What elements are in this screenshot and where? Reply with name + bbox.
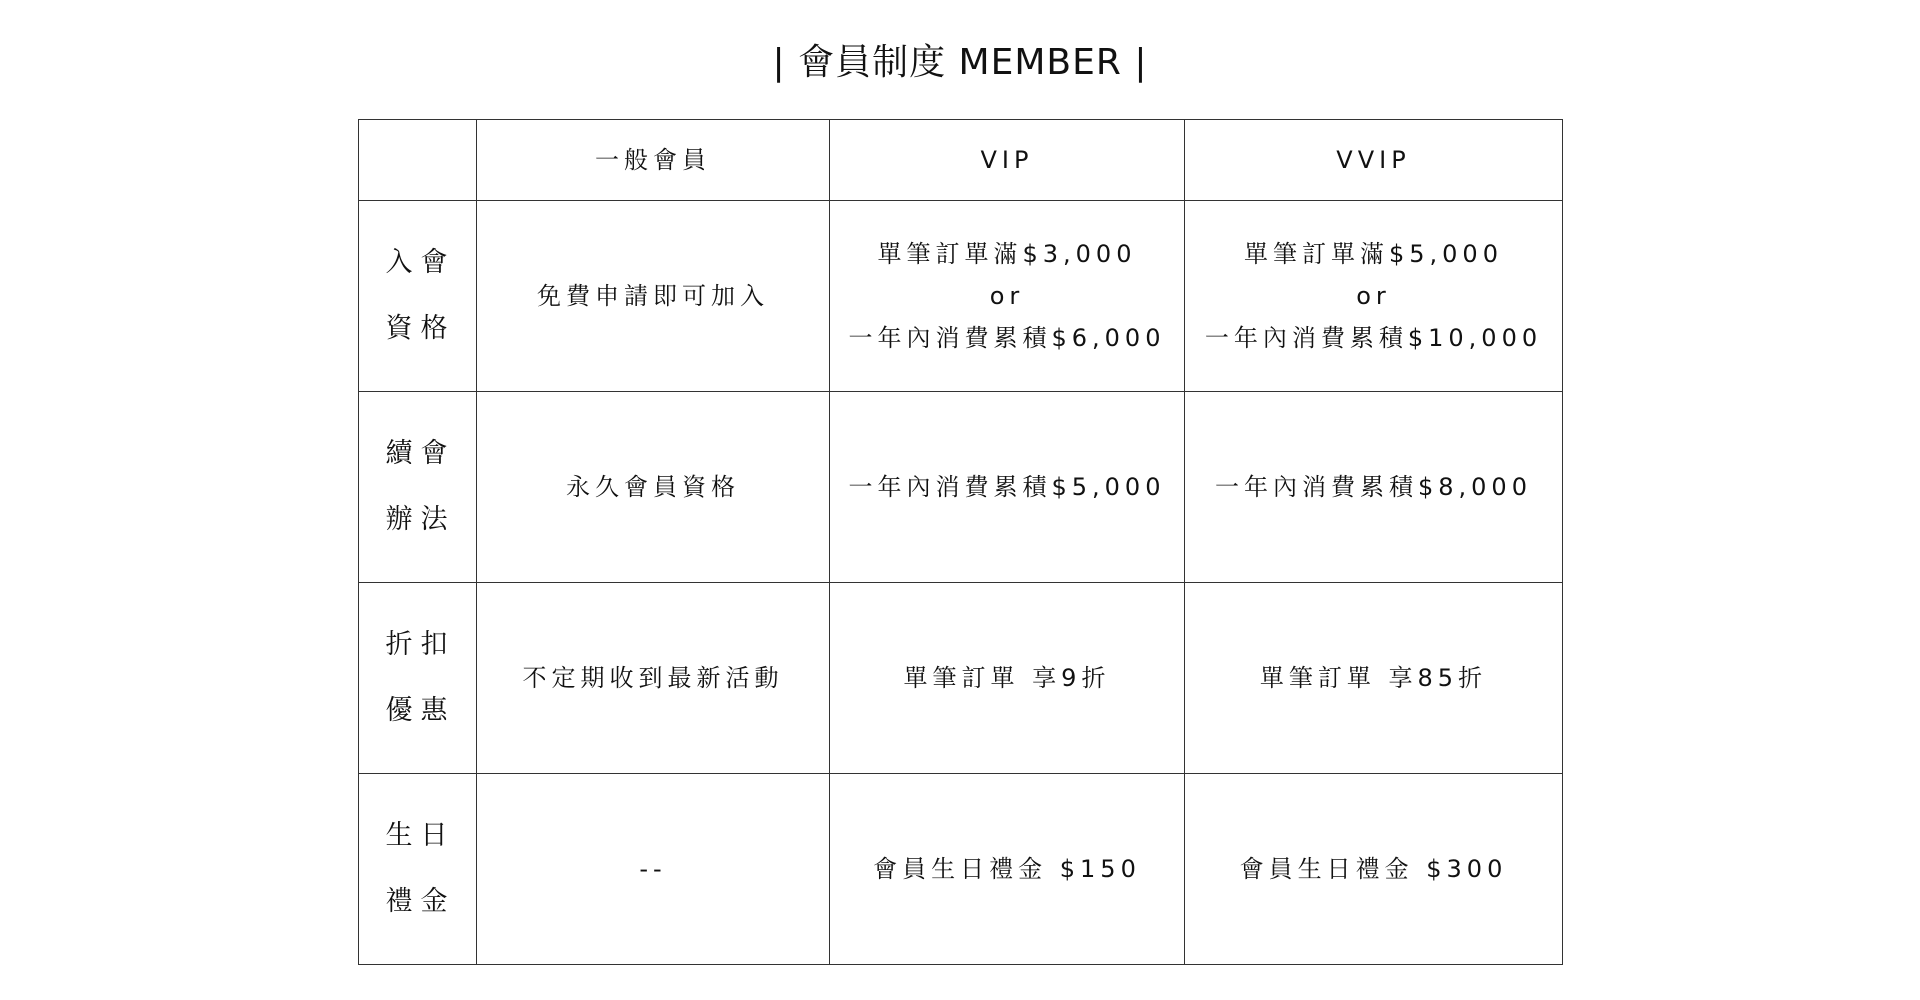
table-cell (1185, 774, 1563, 965)
row-label (359, 201, 477, 392)
row-label-line: 入會 (385, 247, 456, 278)
row-label-line: 禮金 (385, 886, 456, 917)
table-cell (1185, 201, 1563, 392)
row-label-line: 辦法 (385, 504, 456, 535)
table-cell (1185, 583, 1563, 774)
page-title: | 會員制度 MEMBER | (772, 42, 1148, 83)
header-vvip: VVIP (1185, 120, 1563, 201)
cell-text: 免費申請即可加入 (537, 282, 769, 310)
cell-text: -- (639, 855, 667, 883)
cell-text: 一年內消費累積$5,000 (848, 473, 1166, 501)
table-row-birthday-gift (359, 774, 1563, 965)
header-vip: VIP (830, 120, 1185, 201)
membership-table (358, 119, 1563, 965)
row-label-line: 優惠 (385, 695, 456, 726)
table-cell (1185, 392, 1563, 583)
cell-text: 會員生日禮金 $300 (1239, 855, 1508, 883)
row-label (359, 392, 477, 583)
cell-text: 不定期收到最新活動 (522, 664, 784, 692)
table-row-renewal (359, 392, 1563, 583)
row-label-line: 生日 (385, 820, 456, 851)
cell-text: 永久會員資格 (566, 473, 740, 501)
table-cell (830, 392, 1185, 583)
header-corner-cell (359, 120, 477, 201)
row-label (359, 583, 477, 774)
cell-text: 單筆訂單滿$3,000 (877, 240, 1137, 268)
row-label-line: 資格 (385, 313, 456, 344)
cell-text: 會員生日禮金 $150 (873, 855, 1141, 883)
row-label-line: 折扣 (385, 629, 456, 660)
cell-text: 單筆訂單 享9折 (903, 664, 1111, 692)
table-cell (477, 392, 830, 583)
table-row-discount (359, 583, 1563, 774)
cell-text: 一年內消費累積$6,000 (848, 324, 1166, 352)
row-label (359, 774, 477, 965)
table-cell (477, 201, 830, 392)
cell-text: 單筆訂單滿$5,000 (1244, 240, 1503, 268)
table-cell (830, 201, 1185, 392)
table-cell (477, 774, 830, 965)
row-label-line: 續會 (385, 438, 456, 469)
cell-text: or (989, 282, 1025, 310)
table-cell (477, 583, 830, 774)
cell-text: or (1356, 282, 1391, 310)
table-cell (830, 774, 1185, 965)
table-header-row (359, 120, 1563, 201)
table-cell (830, 583, 1185, 774)
table-row-join-eligibility (359, 201, 1563, 392)
cell-text: 單筆訂單 享85折 (1259, 664, 1488, 692)
header-regular-member: 一般會員 (477, 120, 830, 201)
cell-text: 一年內消費累積$8,000 (1215, 473, 1532, 501)
cell-text: 一年內消費累積$10,000 (1204, 324, 1543, 352)
